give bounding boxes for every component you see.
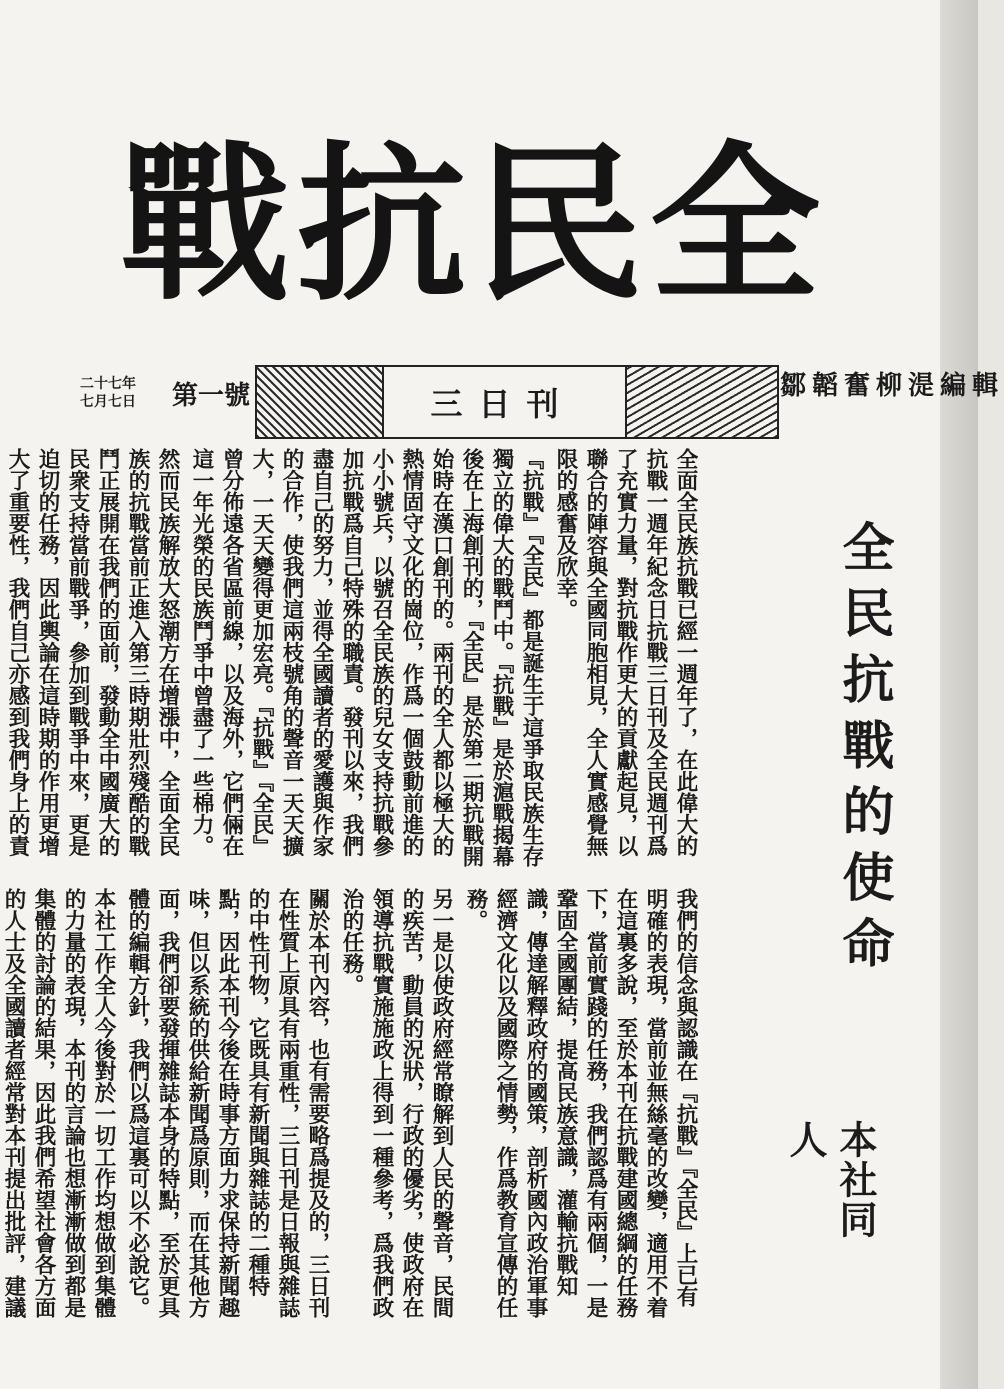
article-title: 全民抗戰的使命 [833, 520, 894, 982]
masthead-char-1: 全 [649, 125, 820, 325]
paragraph: 然而民族解放大怒潮方在增漲中，全面全民族的抗戰當前正進入第三時期壯烈殘酷的戰鬥正展開在我們的面前，發動全中國廣大的民衆支持當前戰爭，參加到戰爭中來，更是迫切的任務，因此輿論在這時期的作用更增大了重要性，我們自己亦感到我們身上的責 [5, 448, 180, 857]
issue-info [80, 365, 250, 435]
paragraph: 關於本刊內容，也有需要略爲提及的，三日刊在性質上原具有兩重性，三日刊是日報與雜誌的中性刊物，它既具有新聞與雜誌的二種特點，因此本刊今後在時事方面力求保持新聞趣味，但以系統的供給新聞爲原則，而在其他方面，我們卻要發揮雜誌本身的特點，至於更具體的編輯方針，我們以爲這裏可以不必說它。 [125, 888, 330, 1318]
page-shadow-edge [940, 0, 978, 1389]
issue-date: 二十七年七月七日 [80, 376, 136, 410]
editors-credit: 鄒韜奮柳湜編輯 [780, 371, 1004, 401]
article-byline: 本社同人 [783, 1120, 878, 1240]
masthead-char-2: 民 [473, 125, 644, 325]
frequency-label: 三日刊 [380, 365, 625, 439]
article-upper-section [5, 448, 700, 873]
issue-number: 第一號 [171, 381, 250, 411]
paragraph: 我們的信念與認識在『抗戰』『全民』上已有明確的表現，當前並無絲毫的改變，適用不着在這裏多說，至於本刊在抗戰建國總綱的任務下，當前實踐的任務，我們認爲有兩個，一是鞏固全國團結，提高民族意識，灌輸抗戰知識，傳達解釋政府的國策，剖析國內政治軍事經濟文化以及國際之情勢，作爲教育宣傳的任務。 [463, 888, 698, 1318]
paragraph: 本社工作全人今後對於一切工作均想做到集體的力量的表現，本刊的言論也想漸漸做到都是集體的討論的結果，因此我們希望社會各方面的人士及全國讀者經常對本刊提出批評，建議 [1, 888, 116, 1318]
paragraph: 另一是以使政府經常瞭解到人民的聲音，民間的疾苦，動員的況狀，行政的優劣，使政府在領導抗戰實施施政上得到一種參考，爲我們政治的任務。 [339, 888, 454, 1318]
masthead [120, 110, 820, 340]
paragraph: 全面全民族抗戰已經一週年了，在此偉大的抗戰一週年紀念日抗戰三日刊及全民週刊爲了充實力量，對抗戰作更大的貢獻起見，以聯合的陣容與全國同胞相見，全人實感覺無限的感奮及欣幸。 [553, 448, 698, 857]
masthead-char-3: 抗 [296, 125, 467, 325]
article-body [1, 448, 700, 1328]
paragraph: 『抗戰』『全民』都是誕生于這爭取民族生存獨立的偉大的戰鬥中。『抗戰』是於滬戰揭幕後在上海創刊的，『全民』是於第二期抗戰開始時在漢口創刊的。兩刊的全人都以極大的熱情固守文化的崗位，作爲一個鼓動前進的小小號兵，以號召全民族的兒女支持抗戰參加抗戰爲自己特殊的職責。發刊以來，我們盡自己的努力，並得全國讀者的愛護與作家的合作，使我們這兩枝號角的聲音一天天擴大，一天天變得更加宏亮。『抗戰』『全民』曾分佈遠各省區前線，以及海外，它們倆在這一年光榮的民族鬥爭中曾盡了一些棉力。 [189, 448, 544, 868]
header-strip [80, 365, 1004, 435]
decorative-woodcut-right [625, 365, 779, 439]
article-lower-section [1, 888, 700, 1328]
masthead-char-4: 戰 [120, 125, 291, 325]
decorative-woodcut-left [255, 365, 384, 439]
